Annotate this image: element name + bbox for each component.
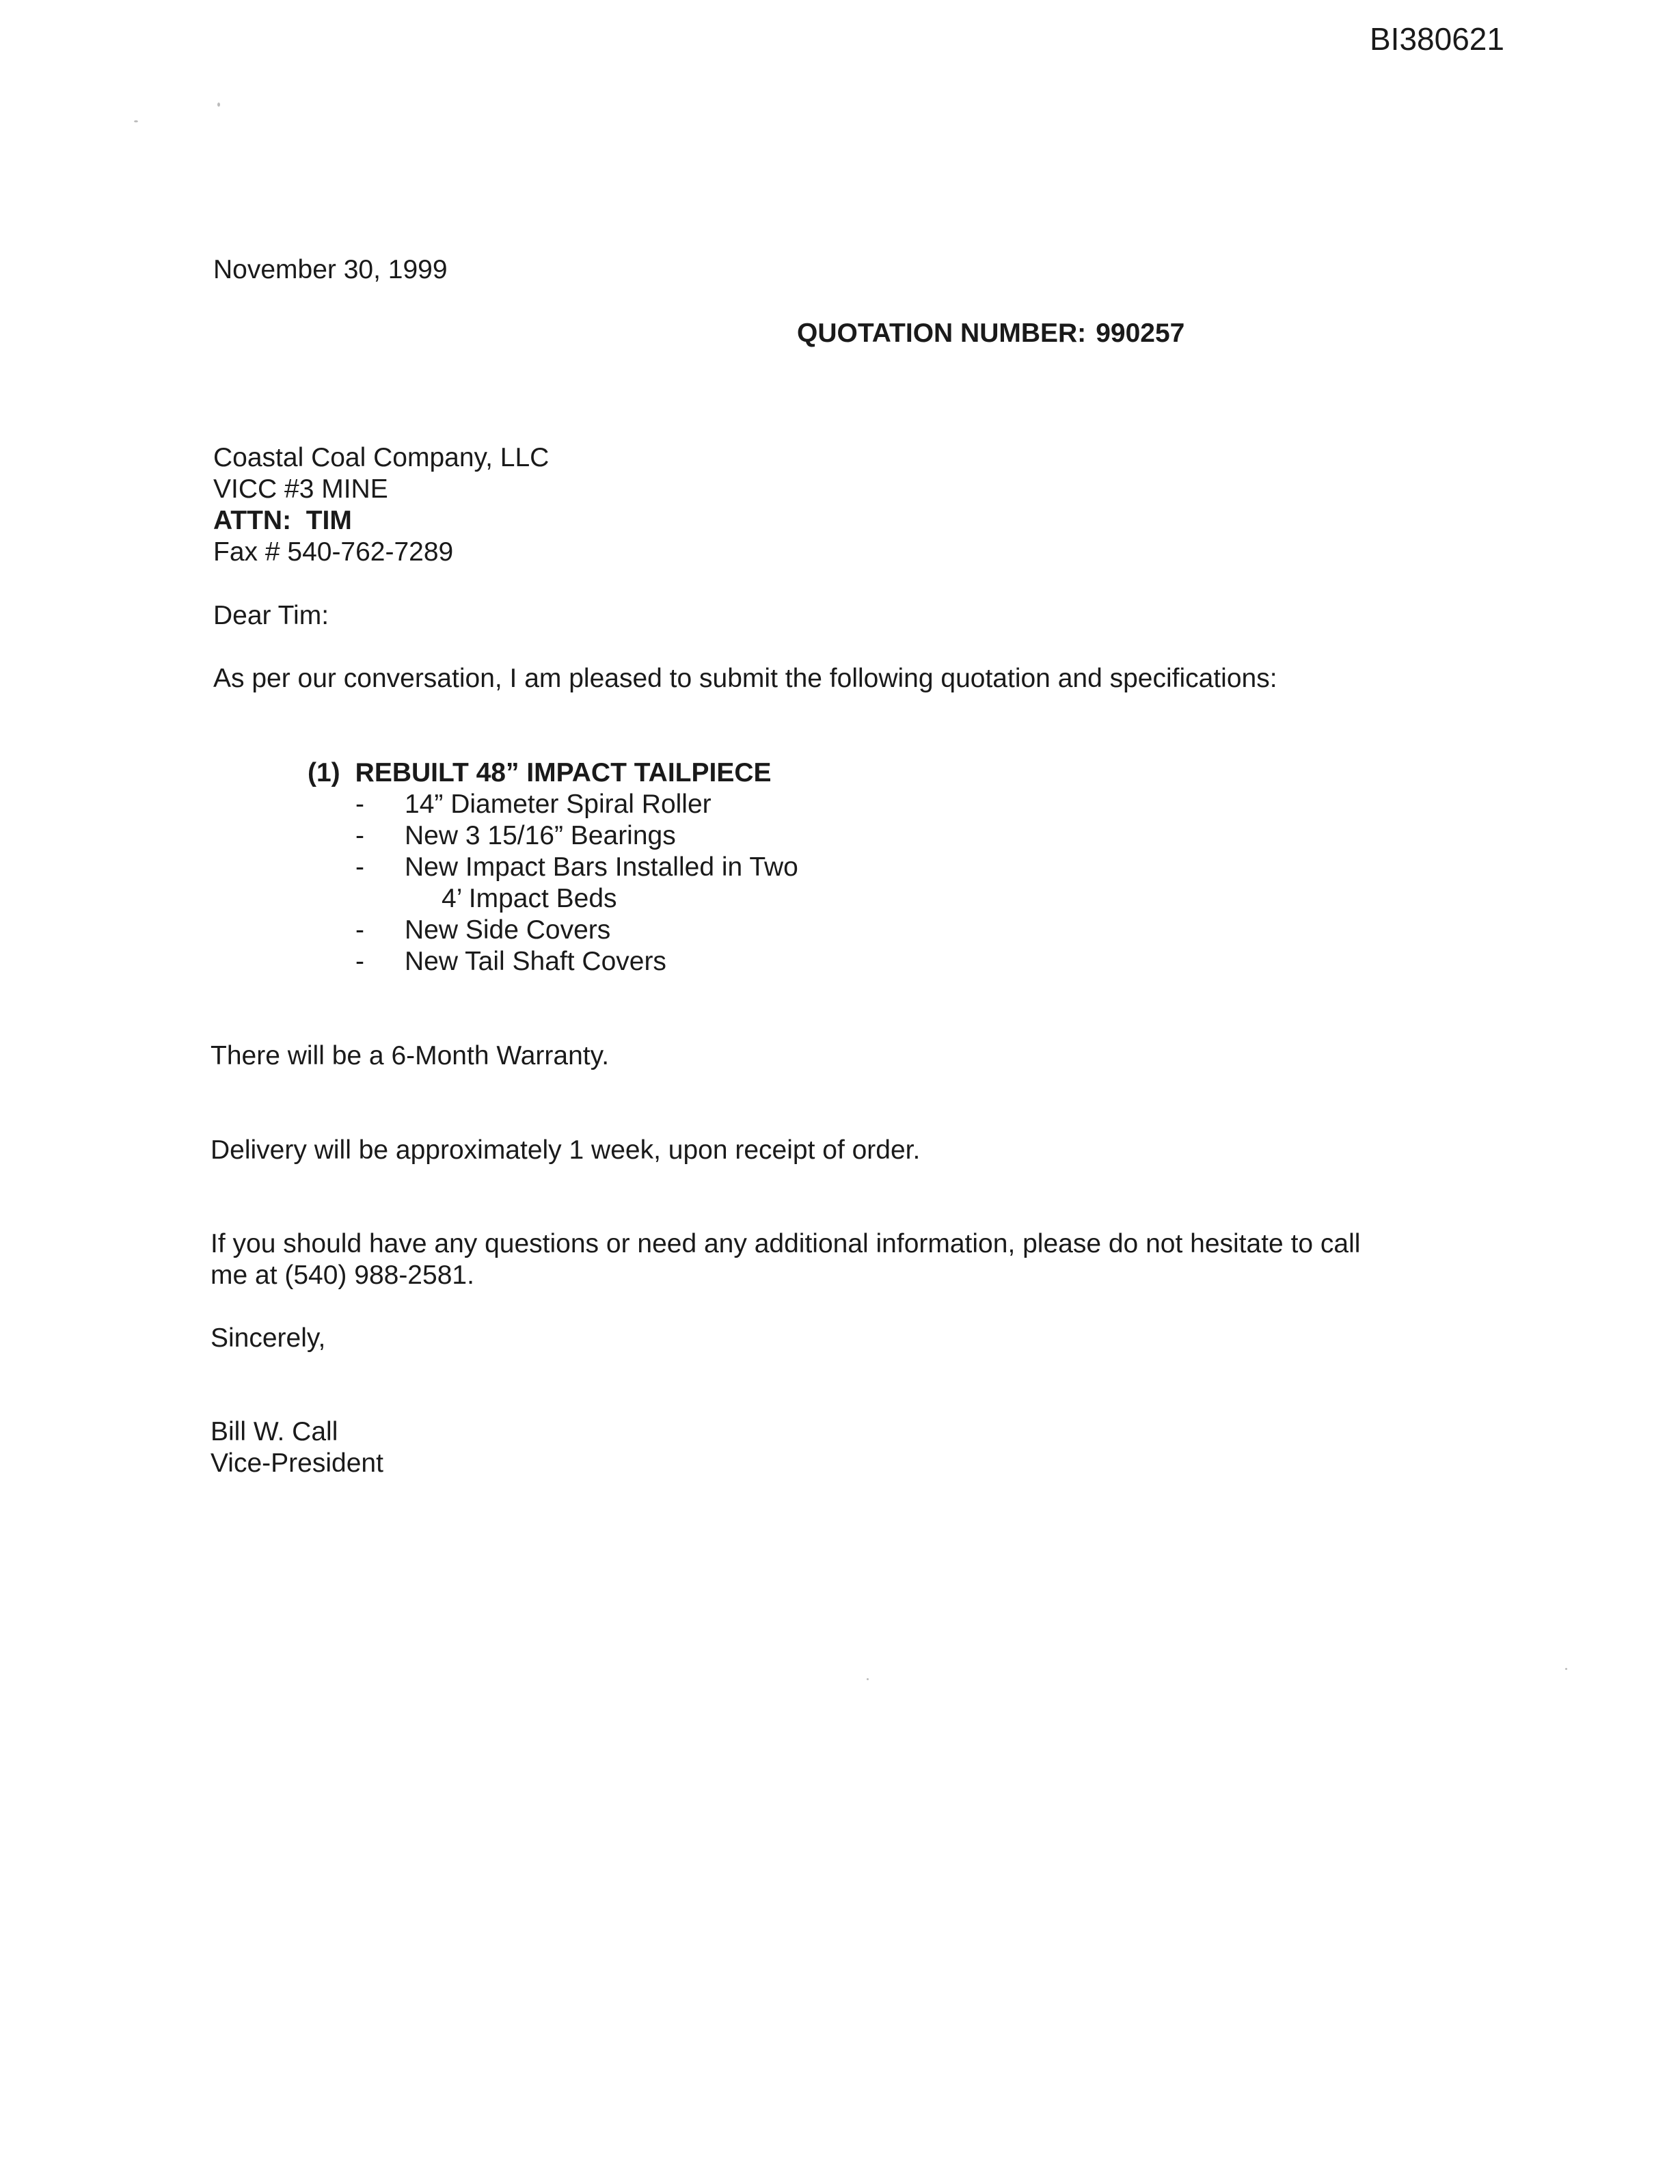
spec-dash: - (355, 947, 364, 976)
letter-date: November 30, 1999 (213, 255, 448, 284)
spec-text: 4’ Impact Beds (442, 884, 617, 913)
recipient-site: VICC #3 MINE (213, 474, 388, 504)
quotation-line (797, 318, 1184, 349)
salutation: Dear Tim: (213, 601, 329, 630)
spec-dash: - (355, 790, 364, 819)
recipient-fax: Fax # 540-762-7289 (213, 537, 454, 567)
spec-dash: - (355, 852, 364, 882)
signature-block (211, 1416, 383, 1479)
spec-dash: - (355, 915, 364, 945)
item-title: REBUILT 48” IMPACT TAILPIECE (355, 758, 772, 787)
recipient-address (213, 442, 549, 568)
item-quantity: (1) (308, 758, 340, 787)
signer-title: Vice-President (211, 1448, 383, 1478)
questions-line: me at (540) 988-2581. (211, 1260, 474, 1290)
closing: Sincerely, (211, 1323, 326, 1353)
quotation-label: QUOTATION NUMBER: (797, 319, 1087, 348)
item-heading (308, 757, 772, 789)
questions-line: If you should have any questions or need any additional information, please do not hesitate to call (211, 1229, 1361, 1258)
recipient-attn: ATTN: TIM (213, 506, 352, 535)
scan-speck (867, 1678, 869, 1680)
spec-text: New 3 15/16” Bearings (405, 821, 676, 850)
spec-dash: - (355, 821, 364, 850)
spec-text: 14” Diameter Spiral Roller (405, 790, 712, 819)
warranty-paragraph: There will be a 6-Month Warranty. (211, 1041, 610, 1070)
quotation-number: 990257 (1096, 319, 1185, 348)
spec-text: New Side Covers (405, 915, 611, 945)
intro-paragraph: As per our conversation, I am pleased to submit the following quotation and specifications: (213, 664, 1277, 693)
spec-text: New Impact Bars Installed in Two (405, 852, 798, 882)
delivery-paragraph: Delivery will be approximately 1 week, upon receipt of order. (211, 1135, 921, 1165)
recipient-company: Coastal Coal Company, LLC (213, 443, 550, 472)
scan-speck (217, 103, 220, 107)
questions-paragraph (211, 1228, 1360, 1291)
scan-speck (1565, 1668, 1567, 1670)
document-id: BI380621 (1370, 21, 1504, 57)
spec-text: New Tail Shaft Covers (405, 947, 666, 976)
signer-name: Bill W. Call (211, 1417, 338, 1446)
scan-speck (134, 120, 138, 122)
